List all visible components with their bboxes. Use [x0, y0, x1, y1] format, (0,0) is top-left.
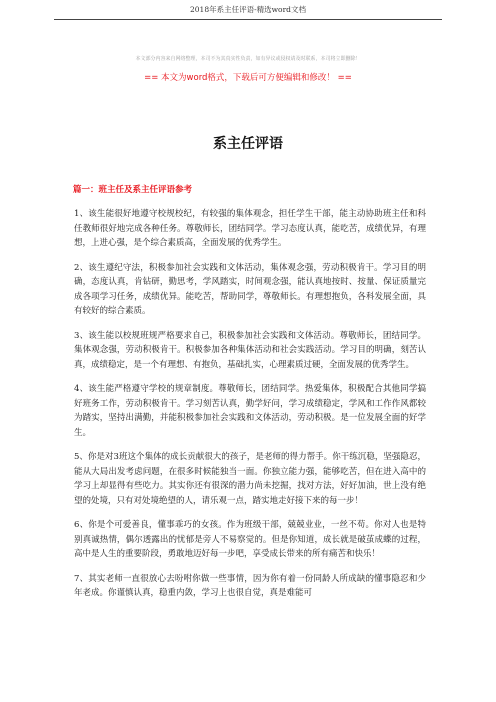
- document-title: 系主任评语: [213, 136, 283, 152]
- paragraph: 7、其实老师一直很放心去吩咐你做一些事情，因为你有着一份同龄人所成缺的懂事隐忍和少年老成。你谨慎认真，稳重内敛，学习上也很自觉，真是难能可: [74, 573, 426, 598]
- paragraph: 5、你是对3班这个集体的成长贡献很大的孩子，是老师的得力帮手。你干练沉稳，坚强隐忍，能从大局出发考虑问题，在很多时候能独当一面。你独立能力强，能够吃苦，但在进入高中的学习上却显得有些吃力。其实你还有很深的潜力尚未挖掘，找对方法，好好加油，世上没有绝望的处境，只有对处境绝望的人，请乐观一点，踏实地走好接下来的每一步！: [74, 452, 426, 506]
- format-notice: == 本文为word格式，下载后可方便编辑和修改！ ==: [144, 73, 352, 83]
- paragraph: 6、你是个可爱善良，懂事乖巧的女孩。作为班级干部，兢兢业业，一丝不苟。你对人也是特别真诚热情，偶尔透露出的忧郁是旁人不易察觉的。但是你知道，成长就是破茧成蝶的过程，高中是人生的重要阶段，勇敢地迈好每一步吧，享受成长带来的所有痛苦和快乐！: [74, 520, 426, 559]
- paragraph: 2、该生遵纪守法，积极参加社会实践和文体活动，集体观念强，劳动积极肯干。学习目的明确，态度认真，肯钻研，勤思考，学风踏实，时间观念强，能认真地按时、按量、保证质量完成各项学习任务，成绩优异。能吃苦，帮助同学，尊敬师长。有理想抱负，各科发展全面，具有较好的综合素质。: [74, 262, 426, 316]
- paragraph: 3、该生能以校规班规严格要求自己，积极参加社会实践和文体活动。尊敬师长，团结同学。集体观念强，劳动积极肯干。积极参加各种集体活动和社会实践活动。学习目的明确，刻苦认真，成绩稳定，是一个有理想、有抱负，基础扎实，心理素质过硬，全面发展的优秀学生。: [74, 330, 426, 370]
- section-heading: 篇一：班主任及系主任评语参考: [73, 185, 193, 195]
- document-body: [74, 207, 426, 611]
- disclaimer-text: 本文部分内容来自网络整理，本司不为其真实性负责，如有异议或侵权请及时联系，本司将立即删除！: [135, 56, 361, 62]
- header-title: 2018年系主任评语-精选word文档: [190, 5, 306, 14]
- page-header: [0, 0, 496, 20]
- paragraph: 4、该生能严格遵守学校的规章制度。尊敬师长，团结同学。热爱集体，积极配合其他同学搞好班务工作，劳动积极肯干。学习刻苦认真，勤学好问，学习成绩稳定，学风和工作作风都较为踏实，坚持出满勤，并能积极参加社会实践和文体活动，劳动积极。是一位发展全面的好学生。: [74, 384, 426, 438]
- header-divider: [54, 19, 442, 20]
- paragraph: 1、该生能很好地遵守校规校纪，有较强的集体观念，担任学生干部，能主动协助班主任和科任教师很好地完成各种任务。尊敬师长，团结同学。学习态度认真，能吃苦，成绩优异，有理想，上进心强，是个综合素质高，全面发展的优秀学生。: [74, 209, 426, 248]
